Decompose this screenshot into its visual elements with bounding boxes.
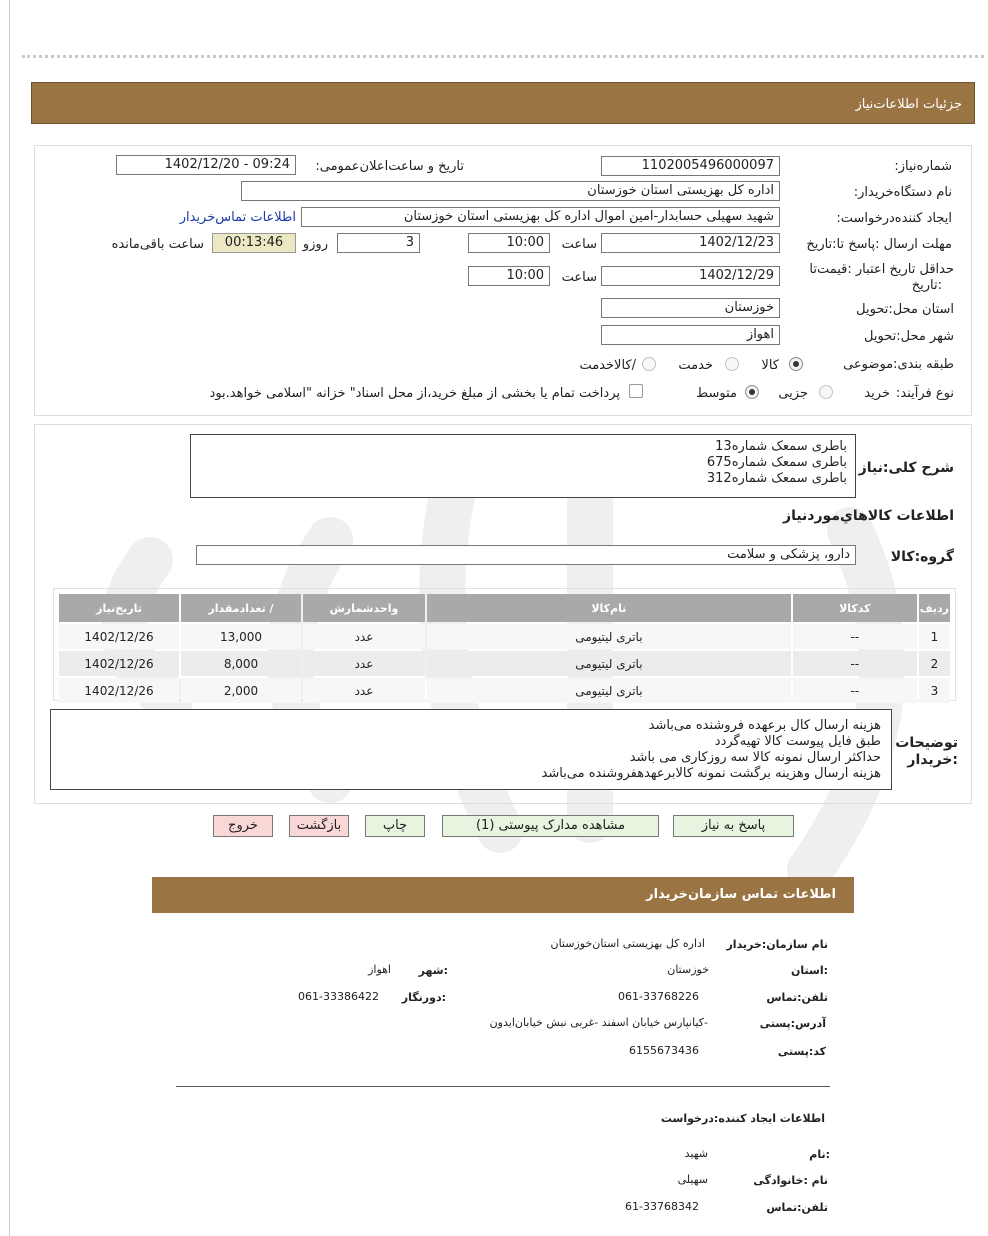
validity-date-field: 1402/12/29 xyxy=(601,266,780,286)
buyer-label: نام دستگاه‌خریدار: xyxy=(853,185,952,200)
group-label: گروه:کالا xyxy=(890,549,954,565)
cell-quantity: 13,000 xyxy=(181,624,301,649)
contact-province-value: خوزستان xyxy=(667,963,709,976)
contact-header-title: اطلاعات تماس سازمان‌خریدار xyxy=(646,887,836,902)
category-radio-service[interactable] xyxy=(725,357,739,371)
cell-date: 1402/12/26 xyxy=(59,651,179,676)
category-label: طبقه بندی:موضوعی xyxy=(843,357,954,372)
treasury-payment-text: پرداخت تمام یا بخشی از مبلغ خرید،از محل اسناد" خزانه "اسلامی خواهد.بود xyxy=(209,386,620,401)
contact-city-value: اهواز xyxy=(368,963,391,976)
cell-row: 2 xyxy=(919,651,950,676)
cell-row: 1 xyxy=(919,624,950,649)
creator-phone-value: 61-33768342 xyxy=(625,1200,699,1213)
contact-phone-value: 061-33768226 xyxy=(618,990,699,1003)
validity-label: حداقل تاریخ اعتبار :قیمت‌تا xyxy=(809,262,954,277)
creator-name-value: شهید xyxy=(684,1147,708,1160)
remaining-label: ساعت باقی‌مانده xyxy=(111,237,204,252)
postal-value: 6155673436 xyxy=(629,1044,699,1057)
need-number-label: شماره‌نیاز: xyxy=(894,159,952,174)
cell-quantity: 8,000 xyxy=(181,651,301,676)
dotted-divider xyxy=(22,55,984,58)
buyer-contact-link[interactable]: اطلاعات تماس‌خریدار xyxy=(179,210,296,225)
buyer-note-line-1: هزینه ارسال کال برعهده فروشنده می‌باشد xyxy=(648,718,881,733)
category-option-goods-service: /کالاخدمت xyxy=(579,358,636,373)
city-label: شهر محل:تحویل xyxy=(864,329,954,344)
validity-label-2: :تاریخ xyxy=(911,278,942,293)
contact-province-label: :استان xyxy=(791,964,828,977)
process-label: نوع فرآیند: xyxy=(896,386,954,401)
address-value: -کیانپارس خیابان اسفند -غربی نبش خیابان‌ایدون xyxy=(489,1016,708,1029)
attachments-button[interactable]: مشاهده مدارک پیوستی (1) xyxy=(442,815,659,837)
fax-value: 061-33386422 xyxy=(298,990,379,1003)
contact-phone-label: تلفن:تماس xyxy=(766,991,828,1004)
buyer-note-line-2: طبق فایل پیوست کالا تهیه‌گردد xyxy=(714,734,881,749)
deadline-date-field: 1402/12/23 xyxy=(601,233,780,253)
cell-unit: عدد xyxy=(303,651,425,676)
province-field: خوزستان xyxy=(601,298,780,318)
announce-field: 1402/12/20 - 09:24 xyxy=(116,155,296,175)
details-header-title: جزئیات اطلاعات‌نیاز xyxy=(855,97,962,112)
description-line-2: باطری سمعک شماره675 xyxy=(706,455,847,470)
city-field: اهواز xyxy=(601,325,780,345)
back-button[interactable]: بازگشت xyxy=(289,815,349,837)
creator-info-title: اطلاعات ایجاد کننده:درخواست xyxy=(660,1112,825,1125)
fax-label: :دورنگار xyxy=(401,991,446,1004)
cell-unit: عدد xyxy=(303,678,425,703)
buyer-notes-label: توضیحات xyxy=(895,735,958,751)
buyer-note-line-4: هزینه ارسال وهزینه برگشت نمونه کالابرعهدهفروشنده می‌باشد xyxy=(541,766,881,781)
group-field: دارو، پزشکی و سلامت xyxy=(196,545,856,565)
category-radio-goods[interactable] xyxy=(789,357,803,371)
days-field: 3 xyxy=(337,233,420,253)
description-label: شرح کلی:نیاز xyxy=(858,460,954,476)
category-option-service: خدمت xyxy=(678,358,713,373)
contact-city-label: :شهر xyxy=(418,964,448,977)
days-label: روزو xyxy=(302,237,328,252)
process-radio-medium[interactable] xyxy=(745,385,759,399)
deadline-time-field: 10:00 xyxy=(468,233,550,253)
cell-code: -- xyxy=(793,651,917,676)
print-button[interactable]: چاپ xyxy=(365,815,425,837)
creator-name-label: :نام xyxy=(809,1148,830,1161)
cell-name: باتری لیتیومی xyxy=(427,651,791,676)
creator-family-label: نام :خانوادگی xyxy=(753,1174,828,1187)
col-header-unit: واحدشمارش xyxy=(303,594,425,622)
reply-button[interactable]: پاسخ به نیاز xyxy=(673,815,794,837)
category-option-goods: کالا xyxy=(761,358,779,373)
validity-time-field: 10:00 xyxy=(468,266,550,286)
process-buy-label: خرید xyxy=(864,386,890,401)
cell-code: -- xyxy=(793,624,917,649)
process-option-minor: جزیی xyxy=(778,386,808,401)
cell-code: -- xyxy=(793,678,917,703)
creator-label: ایجاد کننده‌درخواست: xyxy=(836,211,952,226)
cell-unit: عدد xyxy=(303,624,425,649)
cell-name: باتری لیتیومی xyxy=(427,678,791,703)
org-value: اداره کل بهزیستی استان‌خوزستان xyxy=(550,937,705,950)
col-header-name: نام‌کالا xyxy=(427,594,791,622)
cell-row: 3 xyxy=(919,678,950,703)
buyer-notes-box xyxy=(50,709,892,790)
buyer-note-line-3: حداکثر ارسال نمونه کالا سه روزکاری می باشد xyxy=(629,750,881,765)
contact-divider xyxy=(176,1086,830,1087)
details-header-bar xyxy=(31,82,975,124)
remaining-timer: 00:13:46 xyxy=(212,233,296,253)
table-row xyxy=(59,678,950,703)
exit-button[interactable]: خروج xyxy=(213,815,273,837)
col-header-date: تاریخ‌نیاز xyxy=(59,594,179,622)
cell-quantity: 2,000 xyxy=(181,678,301,703)
process-radio-minor[interactable] xyxy=(819,385,833,399)
items-table xyxy=(57,592,952,705)
treasury-payment-checkbox[interactable] xyxy=(629,384,643,398)
table-row xyxy=(59,624,950,649)
buyer-field: اداره کل بهزیستی استان خوزستان xyxy=(241,181,780,201)
description-line-3: باطری سمعک شماره312 xyxy=(706,471,847,486)
table-row xyxy=(59,651,950,676)
col-header-row: ردیف xyxy=(919,594,950,622)
address-label: آدرس:پستی xyxy=(759,1017,826,1030)
buyer-notes-label-2: :خریدار xyxy=(907,752,958,768)
process-option-medium: متوسط xyxy=(696,386,737,401)
creator-field: شهید سهیلی حسابدار-امین اموال اداره کل بهزیستی استان خوزستان xyxy=(301,207,780,227)
cell-date: 1402/12/26 xyxy=(59,624,179,649)
postal-label: کد:پستی xyxy=(777,1045,826,1058)
need-number-field: 1102005496000097 xyxy=(601,156,780,176)
description-box xyxy=(190,434,856,498)
description-line-1: باطری سمعک شماره13 xyxy=(715,439,847,454)
creator-family-value: سهیلی xyxy=(677,1173,708,1186)
org-label: نام سازمان:خریدار xyxy=(726,938,828,951)
creator-phone-label: تلفن:تماس xyxy=(766,1201,828,1214)
cell-date: 1402/12/26 xyxy=(59,678,179,703)
deadline-label: مهلت ارسال :پاسخ تا:تاریخ xyxy=(806,237,952,252)
goods-info-label: اطلاعات کالاهاي‌موردنیاز xyxy=(783,508,954,524)
col-header-quantity: / تعدادمقدار xyxy=(181,594,301,622)
announce-label: تاریخ و ساعت‌اعلان‌عمومی: xyxy=(315,159,464,174)
contact-header-bar xyxy=(152,877,854,913)
validity-time-label: ساعت xyxy=(561,270,597,285)
cell-name: باتری لیتیومی xyxy=(427,624,791,649)
province-label: استان محل:تحویل xyxy=(856,302,954,317)
deadline-time-label: ساعت xyxy=(561,237,597,252)
left-border-line xyxy=(9,0,10,1236)
col-header-code: کدکالا xyxy=(793,594,917,622)
category-radio-goods-service[interactable] xyxy=(642,357,656,371)
